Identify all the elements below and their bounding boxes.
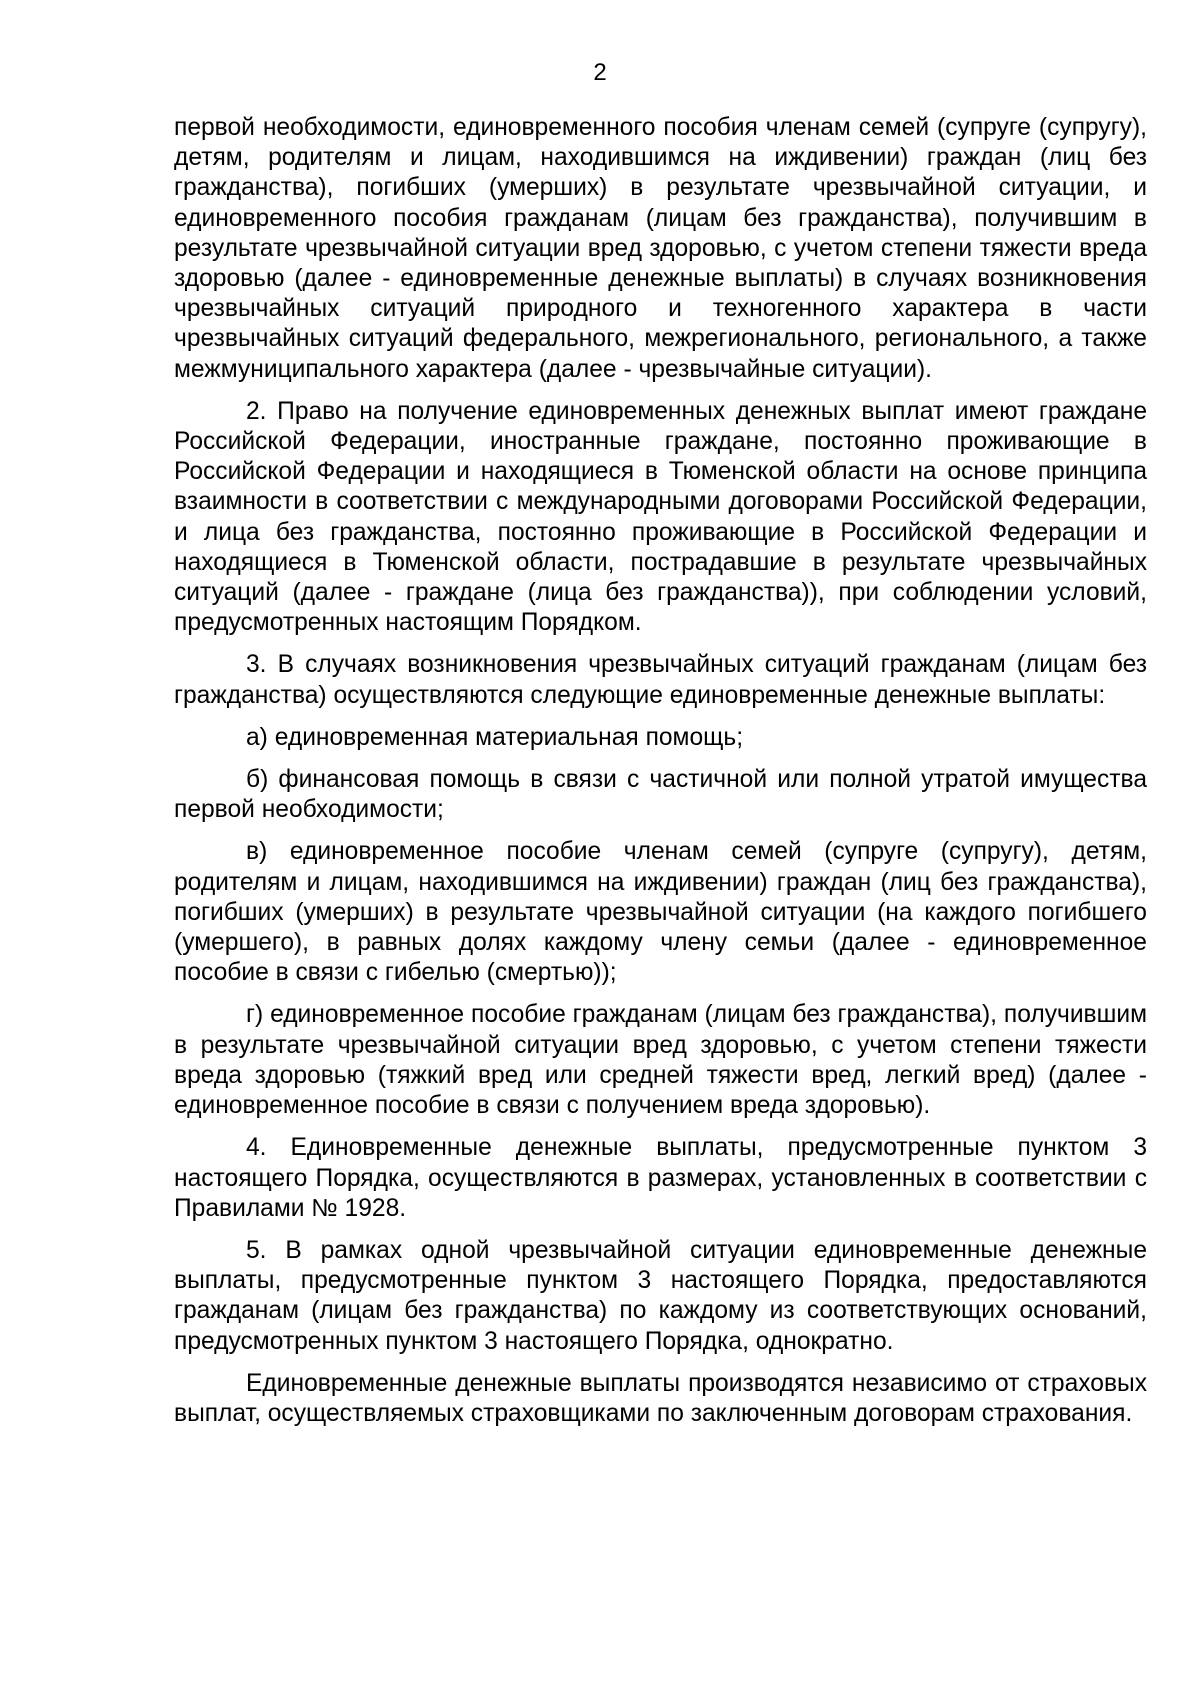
paragraph-item-4: 4. Единовременные денежные выплаты, предусмотренные пунктом 3 настоящего Порядка, осуществляются в размерах, установленных в соответствии с Правилами № 1928. xyxy=(174,1134,1147,1222)
paragraph-subitem-v: в) единовременное пособие членам семей (супруге (супругу), детям, родителям и лицам, находившимся на иждивении) граждан (лиц без гражданства), погибших (умерших) в результате чрезвычайной ситуации (на каждого погибшего (умершего), в равных долях каждому члену семьи (далее - единовременное пособие в связи с гибелью (смертью)); xyxy=(174,838,1147,987)
page-number: 2 xyxy=(593,59,607,86)
paragraph-item-5-note: Единовременные денежные выплаты производятся независимо от страховых выплат, осуществляемых страховщиками по заключенным договорам страхования. xyxy=(174,1369,1147,1427)
document-body xyxy=(174,113,1147,1429)
paragraph-subitem-g: г) единовременное пособие гражданам (лицам без гражданства), получившим в результате чрезвычайной ситуации вред здоровью, с учетом степени тяжести вреда здоровью (тяжкий вред или средней тяжести вред, легкий вред) (далее - единовременное пособие в связи с получением вреда здоровью). xyxy=(174,1001,1147,1120)
paragraph-item-5: 5. В рамках одной чрезвычайной ситуации единовременные денежные выплаты, предусмотренные пунктом 3 настоящего Порядка, предоставляются гражданам (лицам без гражданства) по каждому из соответствующих оснований, предусмотренных пунктом 3 настоящего Порядка, однократно. xyxy=(174,1236,1147,1355)
paragraph-item-3: 3. В случаях возникновения чрезвычайных ситуаций гражданам (лицам без гражданства) осуществляются следующие единовременные денежные выплаты: xyxy=(174,651,1147,709)
paragraph-subitem-b: б) финансовая помощь в связи с частичной или полной утратой имущества первой необходимости; xyxy=(174,766,1147,824)
paragraph-subitem-a: а) единовременная материальная помощь; xyxy=(246,723,744,751)
paragraph-item-2: 2. Право на получение единовременных денежных выплат имеют граждане Российской Федерации, иностранные граждане, постоянно проживающие в Российской Федерации и находящиеся в Тюменской области на основе принципа взаимности в соответствии с международными договорами Российской Федерации, и лица без гражданства, постоянно проживающие в Российской Федерации и находящиеся в Тюменской области, пострадавшие в результате чрезвычайных ситуаций (далее - граждане (лица без гражданства)), при соблюдении условий, предусмотренных настоящим Порядком. xyxy=(174,397,1147,637)
paragraph-continuation: первой необходимости, единовременного пособия членам семей (супруге (супругу), детям, родителям и лицам, находившимся на иждивении) граждан (лиц без гражданства), погибших (умерших) в результате чрезвычайной ситуации, и единовременного пособия гражданам (лицам без гражданства), получившим в результате чрезвычайной ситуации вред здоровью, с учетом степени тяжести вреда здоровью (далее - единовременные денежные выплаты) в случаях возникновения чрезвычайных ситуаций природного и техногенного характера в части чрезвычайных ситуаций федерального, межрегионального, регионального, а также межмуниципального характера (далее - чрезвычайные ситуации). xyxy=(174,114,1147,383)
